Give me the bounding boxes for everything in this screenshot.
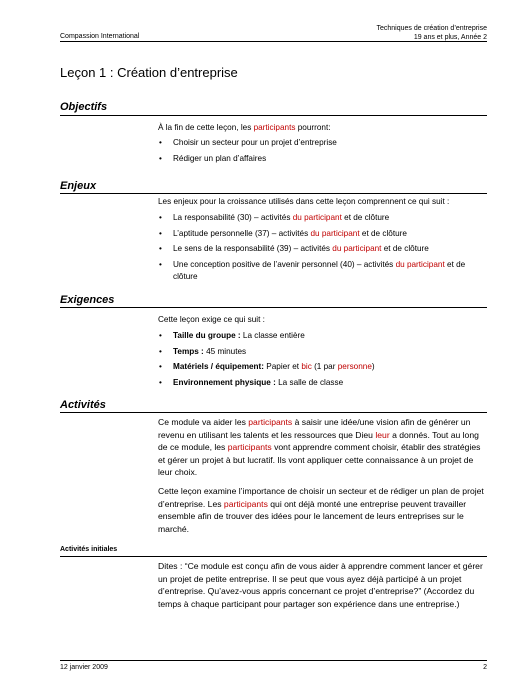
section-rule [60, 193, 487, 194]
header-rule [60, 41, 487, 42]
header-organization: Compassion International [60, 33, 140, 40]
section-rule [60, 115, 487, 116]
section-rule [60, 556, 487, 557]
activites-body [158, 416, 488, 535]
exigences-list [158, 330, 488, 389]
objectifs-body [158, 122, 488, 165]
section-heading-exigences: Exigences [60, 294, 115, 306]
section-heading-enjeux: Enjeux [60, 180, 97, 192]
list-item: • Matériels / équipement: Papier et bic (1 par personne) [158, 361, 488, 373]
footer-rule [60, 660, 487, 661]
exigences-intro: Cette leçon exige ce qui suit : [158, 315, 265, 324]
list-item: • Taille du groupe : La classe entière [158, 330, 488, 342]
activites-paragraph-1: Ce module va aider les participants à saisir une idée/une vision afin de générer un revenu en utilisant les talents et les ressources que Dieu leur a donnés. Tout au long de ce module, les participants vont apprendre comment choisir, établir des stratégies et gérer un projet à but lucratif. Ils vont appliquer cette connaissance à un projet de leur choix. [158, 417, 481, 478]
enjeux-body [158, 196, 488, 283]
section-heading-activites: Activités [60, 399, 106, 411]
section-rule [60, 412, 487, 413]
subsection-heading-activites-initiales: Activités initiales [60, 546, 118, 553]
header-course-info [376, 24, 487, 42]
lesson-title: Leçon 1 : Création d’entreprise [60, 65, 238, 80]
footer-page-number: 2 [483, 664, 487, 671]
list-item: • Temps : 45 minutes [158, 346, 488, 358]
section-heading-objectifs: Objectifs [60, 101, 108, 113]
footer-date: 12 janvier 2009 [60, 664, 108, 671]
list-item: • Une conception positive de l’avenir personnel (40) – activités du participant et de clôture [158, 259, 488, 284]
list-item: • Rédiger un plan d’affaires [158, 153, 488, 165]
activites-initiales-text: Dites : “Ce module est conçu afin de vous aider à apprendre comment lancer et gérer un projet de petite entreprise. Il se peut que vous ayez déjà participé à un projet d’entreprise. Qu’avez-vous appris concernant ce projet d’entreprise?” (Accordez du temps à chaque participant pour partager son expérience dans une entreprise.) [158, 561, 483, 609]
list-item: • L’aptitude personnelle (37) – activités du participant et de clôture [158, 228, 488, 240]
list-item: • Choisir un secteur pour un projet d’entreprise [158, 137, 488, 149]
header-course-title: Techniques de création d’entreprise [376, 25, 487, 32]
activites-initiales-body [158, 560, 488, 610]
activites-paragraph-2: Cette leçon examine l’importance de choisir un secteur et de rédiger un plan de projet d’entreprise. Les participants qui ont déjà monté une entreprise peuvent travailler ensemble afin de trouver des idées pour le lancement de leurs entreprises sur le marché. [158, 485, 484, 534]
enjeux-intro: Les enjeux pour la croissance utilisés dans cette leçon comprennent ce qui suit : [158, 197, 450, 206]
objectifs-intro: À la fin de cette leçon, les participants pourront: [158, 123, 331, 132]
objectifs-list [158, 137, 488, 165]
list-item: • Environnement physique : La salle de classe [158, 377, 488, 389]
list-item: • La responsabilité (30) – activités du participant et de clôture [158, 212, 488, 224]
enjeux-list [158, 212, 488, 283]
exigences-body [158, 314, 488, 389]
section-rule [60, 307, 487, 308]
header-course-level: 19 ans et plus, Année 2 [413, 34, 487, 41]
list-item: • Le sens de la responsabilité (39) – activités du participant et de clôture [158, 243, 488, 255]
